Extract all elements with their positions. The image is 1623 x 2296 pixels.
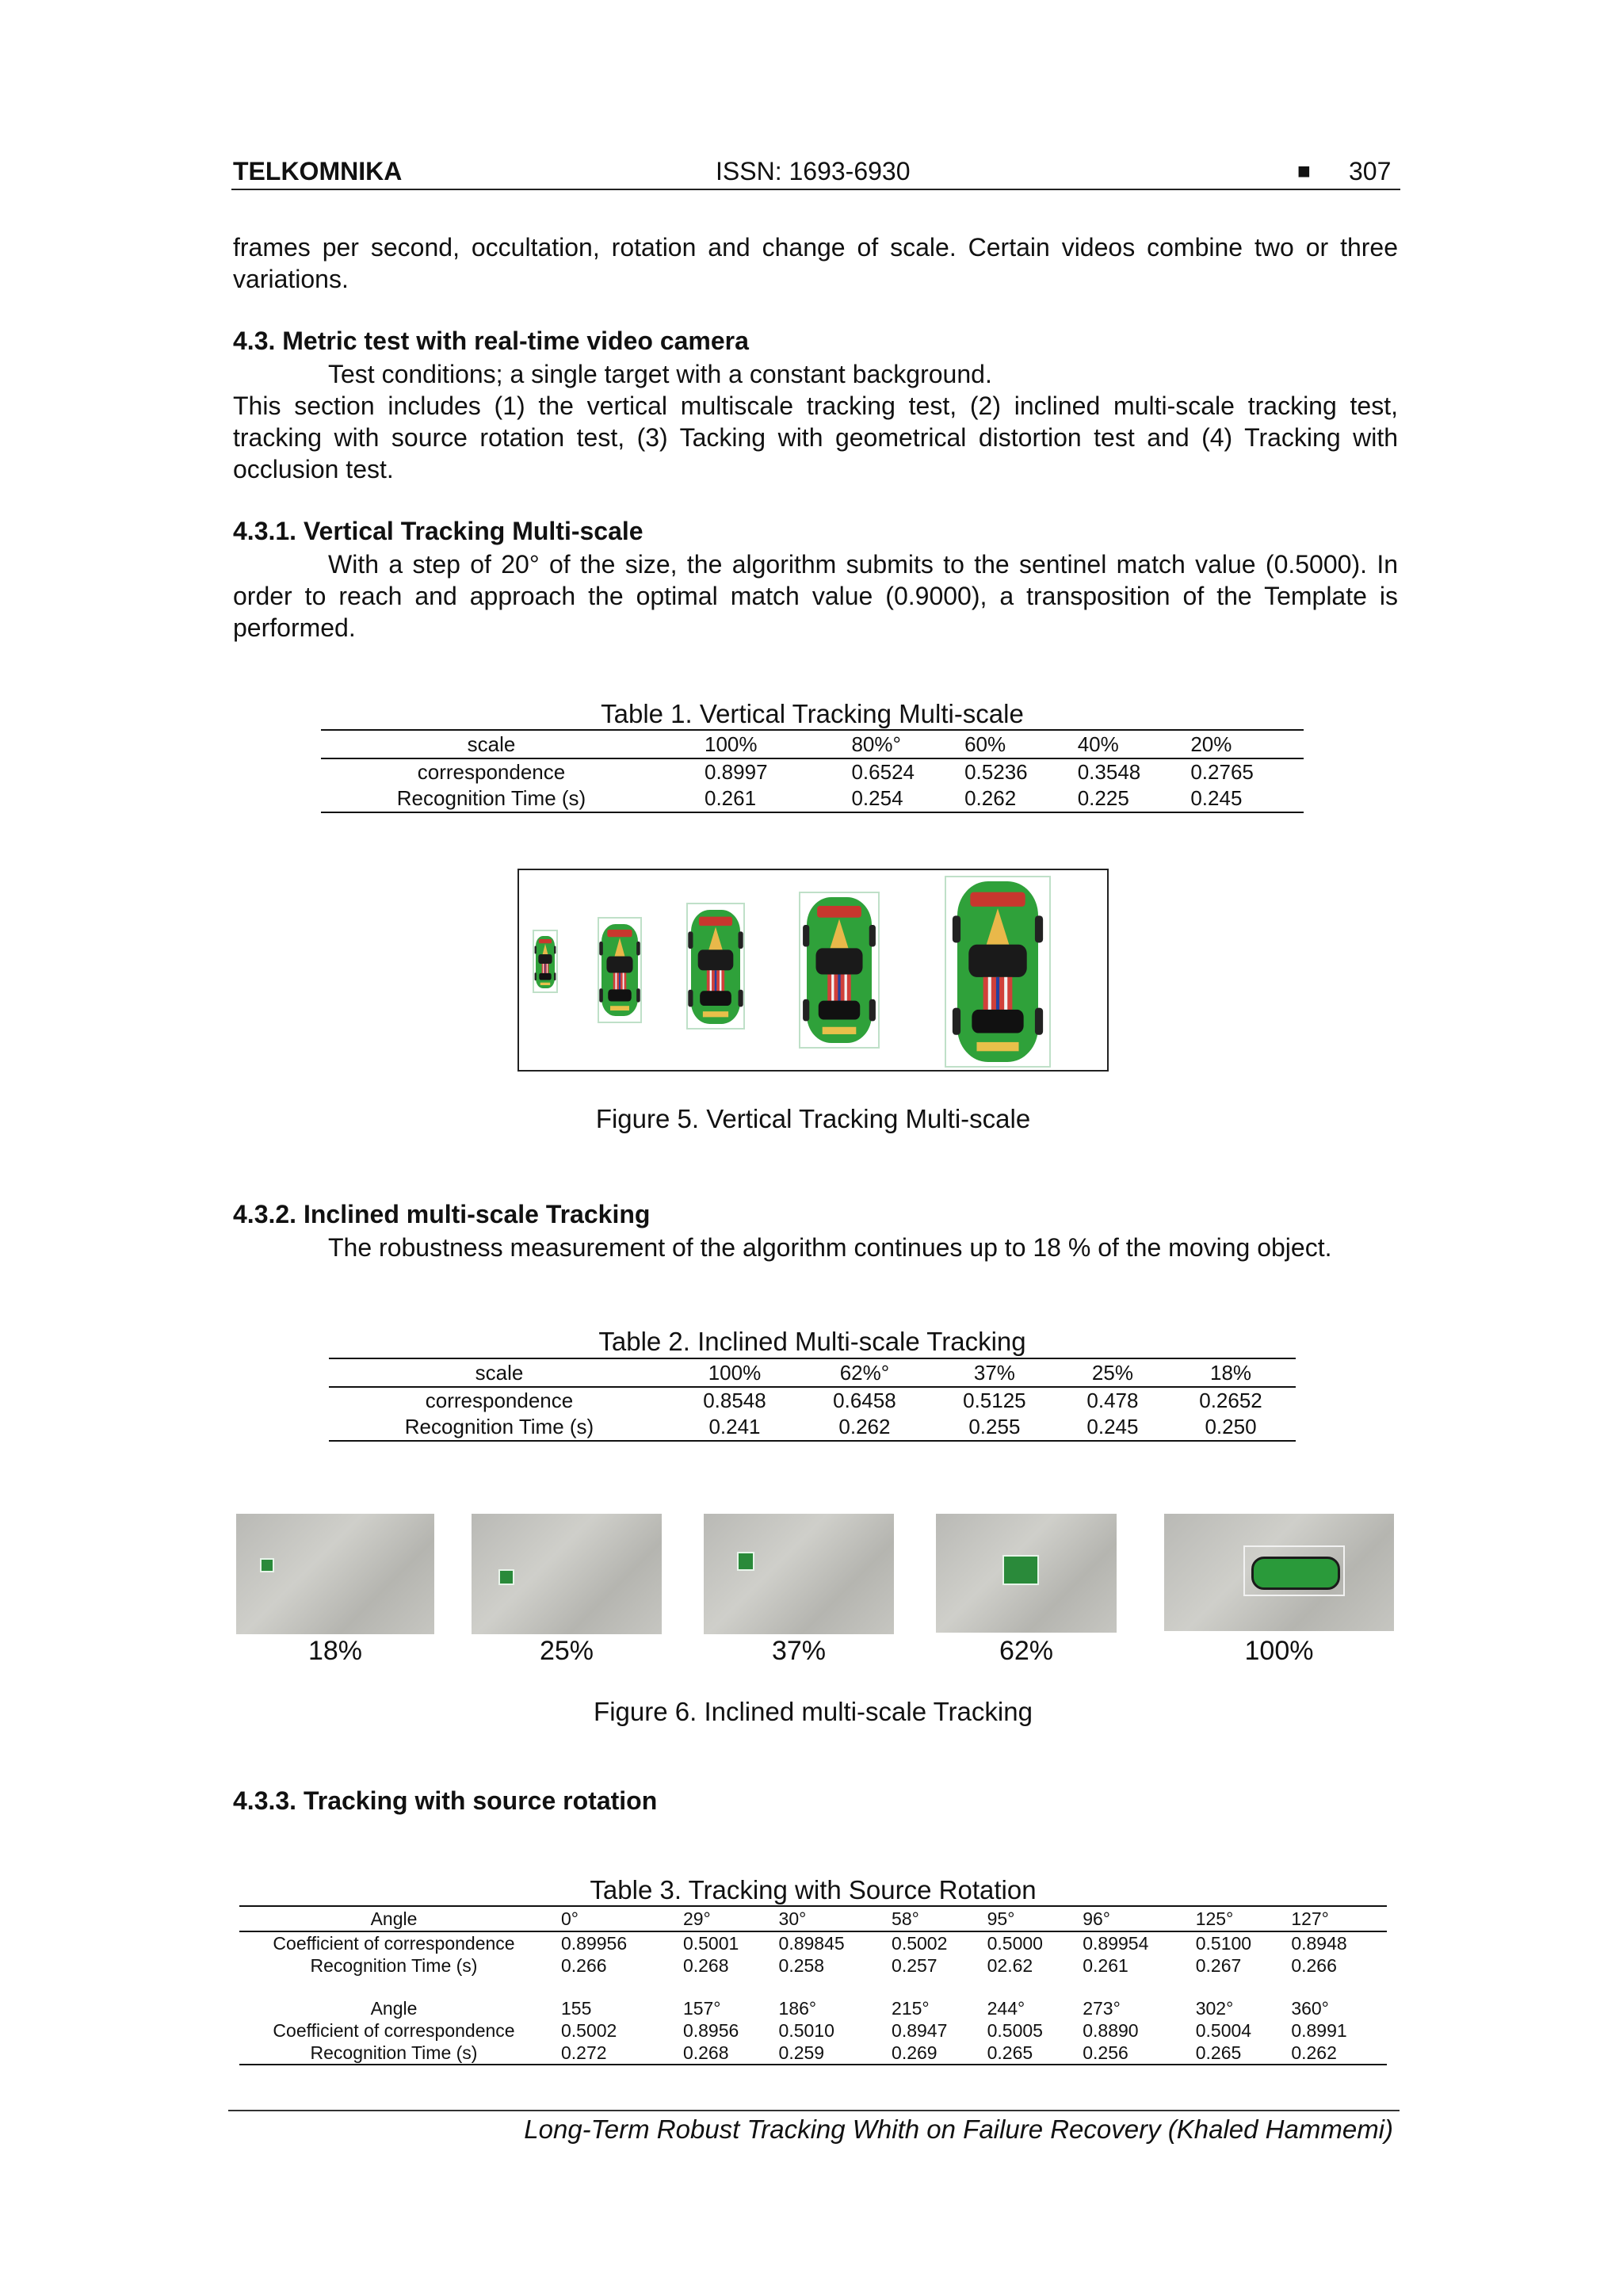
table-cell: 0.2765	[1190, 760, 1254, 784]
table-cell: 0.3548	[1077, 760, 1141, 784]
table-header-cell: 80%°	[851, 730, 964, 758]
table-header-row	[239, 1906, 1387, 1931]
section-4-3-2-paragraph	[233, 1232, 1398, 1263]
table-cell: 0.5000	[987, 1932, 1043, 1954]
section-4-3-2-text: The robustness measurement of the algorithm continues up to 18 % of the moving object.	[328, 1233, 1332, 1262]
table-cell: 0.8948	[1291, 1932, 1347, 1954]
table-cell: Recognition Time (s)	[310, 2042, 478, 2063]
table-cell: 0.89956	[561, 1932, 628, 1954]
table-cell: 0.268	[682, 1954, 729, 1976]
table-cell: 0.8548	[703, 1389, 766, 1412]
table-row	[321, 785, 1304, 812]
table-header-row	[321, 730, 1304, 758]
table-header-cell: 96°	[1083, 1906, 1196, 1931]
table-header-cell: 37%	[930, 1358, 1060, 1387]
table-cell: 0.5100	[1195, 1932, 1252, 1954]
table-cell: 0.256	[1083, 2042, 1128, 2063]
table-row	[329, 1387, 1296, 1414]
table-row	[321, 758, 1304, 785]
table-row	[239, 1954, 1387, 1977]
car-image	[1251, 1557, 1340, 1590]
intro-paragraph: frames per second, occultation, rotation and change of scale. Certain videos combine two or three variations.	[233, 233, 1398, 293]
tracking-box	[498, 1569, 514, 1585]
table-cell: 0.257	[892, 1954, 938, 1976]
table-cell: 0.5005	[987, 2019, 1043, 2041]
table-header-cell: 95°	[987, 1906, 1083, 1931]
table-cell: 0.255	[968, 1415, 1021, 1438]
section-heading-4-3-3: 4.3.3. Tracking with source rotation	[233, 1786, 658, 1815]
journal-name: TELKOMNIKA	[233, 157, 403, 185]
table-cell: Angle	[370, 1997, 418, 2019]
table-header-cell: 125°	[1196, 1906, 1292, 1931]
section-4-3-line1	[233, 358, 1398, 390]
table-cell: 0.272	[561, 2042, 607, 2063]
table-cell: 215°	[892, 1997, 930, 2019]
table-cell: 0.266	[561, 1954, 607, 1976]
footer-rule	[228, 2110, 1400, 2111]
table-cell: 0.262	[1291, 2042, 1337, 2063]
figure6-frame-25	[472, 1514, 662, 1634]
table-header-cell: 127°	[1291, 1906, 1387, 1931]
table-cell: Recognition Time (s)	[310, 1954, 478, 1976]
tracking-box	[1243, 1545, 1345, 1596]
figure5-caption: Figure 5. Vertical Tracking Multi-scale	[595, 1104, 1031, 1133]
table-header-cell: scale	[321, 730, 662, 758]
table-cell: 0.268	[682, 2042, 729, 2063]
table1-caption: Table 1. Vertical Tracking Multi-scale	[601, 699, 1024, 728]
section-heading-4-3: 4.3. Metric test with real-time video camera	[233, 327, 749, 355]
figure5-cars	[519, 870, 1107, 1070]
table-cell: 0.265	[1195, 2042, 1242, 2063]
page-number: 307	[1349, 157, 1392, 185]
table-cell: 0.245	[1086, 1415, 1139, 1438]
table-header-cell: 20%	[1190, 730, 1304, 758]
table-cell: 0.245	[1190, 786, 1243, 810]
table-row	[239, 1997, 1387, 2019]
table-cell: 0.6524	[851, 760, 915, 784]
table-cell: 0.8956	[682, 2019, 739, 2041]
table-cell: 0.5010	[778, 2019, 834, 2041]
issn: ISSN: 1693-6930	[716, 157, 911, 185]
table1	[321, 729, 1304, 813]
table-cell: 0.269	[892, 2042, 938, 2063]
figure6-frame-18	[236, 1514, 434, 1634]
table-cell: correspondence	[425, 1389, 574, 1412]
table-header-cell: 29°	[683, 1906, 779, 1931]
table2	[329, 1358, 1296, 1442]
table-cell: 0.89845	[778, 1932, 845, 1954]
table-header-cell: 18%	[1166, 1358, 1296, 1387]
table-row	[239, 1931, 1387, 1954]
table-cell: 0.478	[1086, 1389, 1139, 1412]
table-cell: 0.2652	[1199, 1389, 1262, 1412]
table-spacer-row	[239, 1977, 1387, 1997]
section-4-3-line1-text: Test conditions; a single target with a constant background.	[328, 360, 992, 388]
table-cell: 0.261	[705, 786, 757, 810]
table-cell: 186°	[778, 1997, 817, 2019]
table-cell: 302°	[1195, 1997, 1234, 2019]
running-footer: Long-Term Robust Tracking Whith on Failure Recovery (Khaled Hammemi)	[524, 2115, 1393, 2144]
table-header-cell: 40%	[1078, 730, 1191, 758]
figure6-label: 62%	[999, 1636, 1054, 1666]
section-4-3-paragraph: This section includes (1) the vertical multiscale tracking test, (2) inclined multi-scale tracking test, tracking with source rotation test, (3) Tacking with geometrical distortion test and (4) Tracking with occlusion test.	[233, 392, 1398, 483]
table-header-cell: 0°	[548, 1906, 683, 1931]
section-4-3-1-paragraph	[233, 548, 1398, 644]
figure6-frame-100	[1164, 1514, 1394, 1631]
table-cell: 0.6458	[833, 1389, 896, 1412]
table-cell: 0.241	[708, 1415, 761, 1438]
table-cell: Recognition Time (s)	[396, 786, 586, 810]
table-cell: correspondence	[417, 760, 566, 784]
table-header-cell: 58°	[892, 1906, 987, 1931]
table-cell: 0.5002	[561, 2019, 617, 2041]
table-header-cell: 25%	[1060, 1358, 1166, 1387]
table-cell: 0.5236	[964, 760, 1028, 784]
tracking-box	[737, 1552, 754, 1571]
figure5-image	[517, 869, 1109, 1072]
table-cell: 360°	[1291, 1997, 1329, 2019]
figure6-label: 25%	[539, 1636, 594, 1666]
figure6-label: 18%	[307, 1636, 363, 1666]
table-cell: 0.89954	[1083, 1932, 1149, 1954]
table-cell: Recognition Time (s)	[404, 1415, 594, 1438]
table-cell: 0.266	[1291, 1954, 1337, 1976]
table-cell: 0.267	[1195, 1954, 1242, 1976]
figure6-caption: Figure 6. Inclined multi-scale Tracking	[594, 1697, 1033, 1726]
table-cell: 0.5002	[892, 1932, 948, 1954]
table-cell: 155	[561, 1997, 592, 2019]
table-header-cell: 60%	[964, 730, 1078, 758]
section-heading-4-3-2: 4.3.2. Inclined multi-scale Tracking	[233, 1200, 651, 1228]
table-spacer	[239, 1977, 1387, 1997]
table-header-cell: 100%	[670, 1358, 800, 1387]
table-cell: 0.261	[1083, 1954, 1128, 1976]
table-cell: 0.262	[838, 1415, 891, 1438]
header-marker: ■	[1297, 159, 1311, 183]
table-header-row	[329, 1358, 1296, 1387]
table-cell: 0.8997	[705, 760, 768, 784]
table-cell: 0.8890	[1083, 2019, 1139, 2041]
table-cell: 0.5125	[963, 1389, 1026, 1412]
table-header-cell: 62%°	[800, 1358, 930, 1387]
table-cell: 0.259	[778, 2042, 825, 2063]
table-header-cell: Angle	[239, 1906, 548, 1931]
table-row	[329, 1414, 1296, 1441]
tracking-box	[1002, 1555, 1039, 1585]
table-cell: 273°	[1083, 1997, 1121, 2019]
table-cell: 157°	[682, 1997, 721, 2019]
table-cell: Coefficient of correspondence	[273, 1932, 515, 1954]
section-heading-4-3-1: 4.3.1. Vertical Tracking Multi-scale	[233, 517, 643, 545]
table-cell: Coefficient of correspondence	[273, 2019, 515, 2041]
tracking-box	[260, 1558, 274, 1572]
header-rule	[231, 189, 1400, 190]
table-cell: 244°	[987, 1997, 1025, 2019]
table2-caption: Table 2. Inclined Multi-scale Tracking	[598, 1327, 1026, 1356]
figure6-label: 100%	[1244, 1636, 1314, 1666]
table-cell: 0.250	[1205, 1415, 1257, 1438]
figure6-frame-62	[936, 1514, 1117, 1633]
table-header-cell: 100%	[662, 730, 851, 758]
figure6-label: 37%	[771, 1636, 827, 1666]
table-header-cell: 30°	[779, 1906, 892, 1931]
table-cell: 0.8991	[1291, 2019, 1347, 2041]
table-cell: 0.5004	[1195, 2019, 1252, 2041]
table-header-cell: scale	[329, 1358, 670, 1387]
table-cell: 0.258	[778, 1954, 825, 1976]
table3	[239, 1905, 1387, 2065]
table-cell: 0.254	[851, 786, 903, 810]
table-cell: 0.262	[964, 786, 1017, 810]
table-row	[239, 2019, 1387, 2042]
table3-caption: Table 3. Tracking with Source Rotation	[590, 1875, 1037, 1904]
table-cell: 0.265	[987, 2042, 1033, 2063]
table-cell: 02.62	[987, 1954, 1033, 1976]
table-cell: 0.225	[1077, 786, 1129, 810]
table-row	[239, 2042, 1387, 2065]
table-cell: 0.5001	[682, 1932, 739, 1954]
table-cell: 0.8947	[892, 2019, 948, 2041]
section-4-3-1-text: With a step of 20° of the size, the algorithm submits to the sentinel match value (0.5000). In order to reach and approach the optimal match value (0.9000), a transposition of the Template is performed.	[233, 550, 1398, 642]
figure6-frame-37	[704, 1514, 894, 1634]
